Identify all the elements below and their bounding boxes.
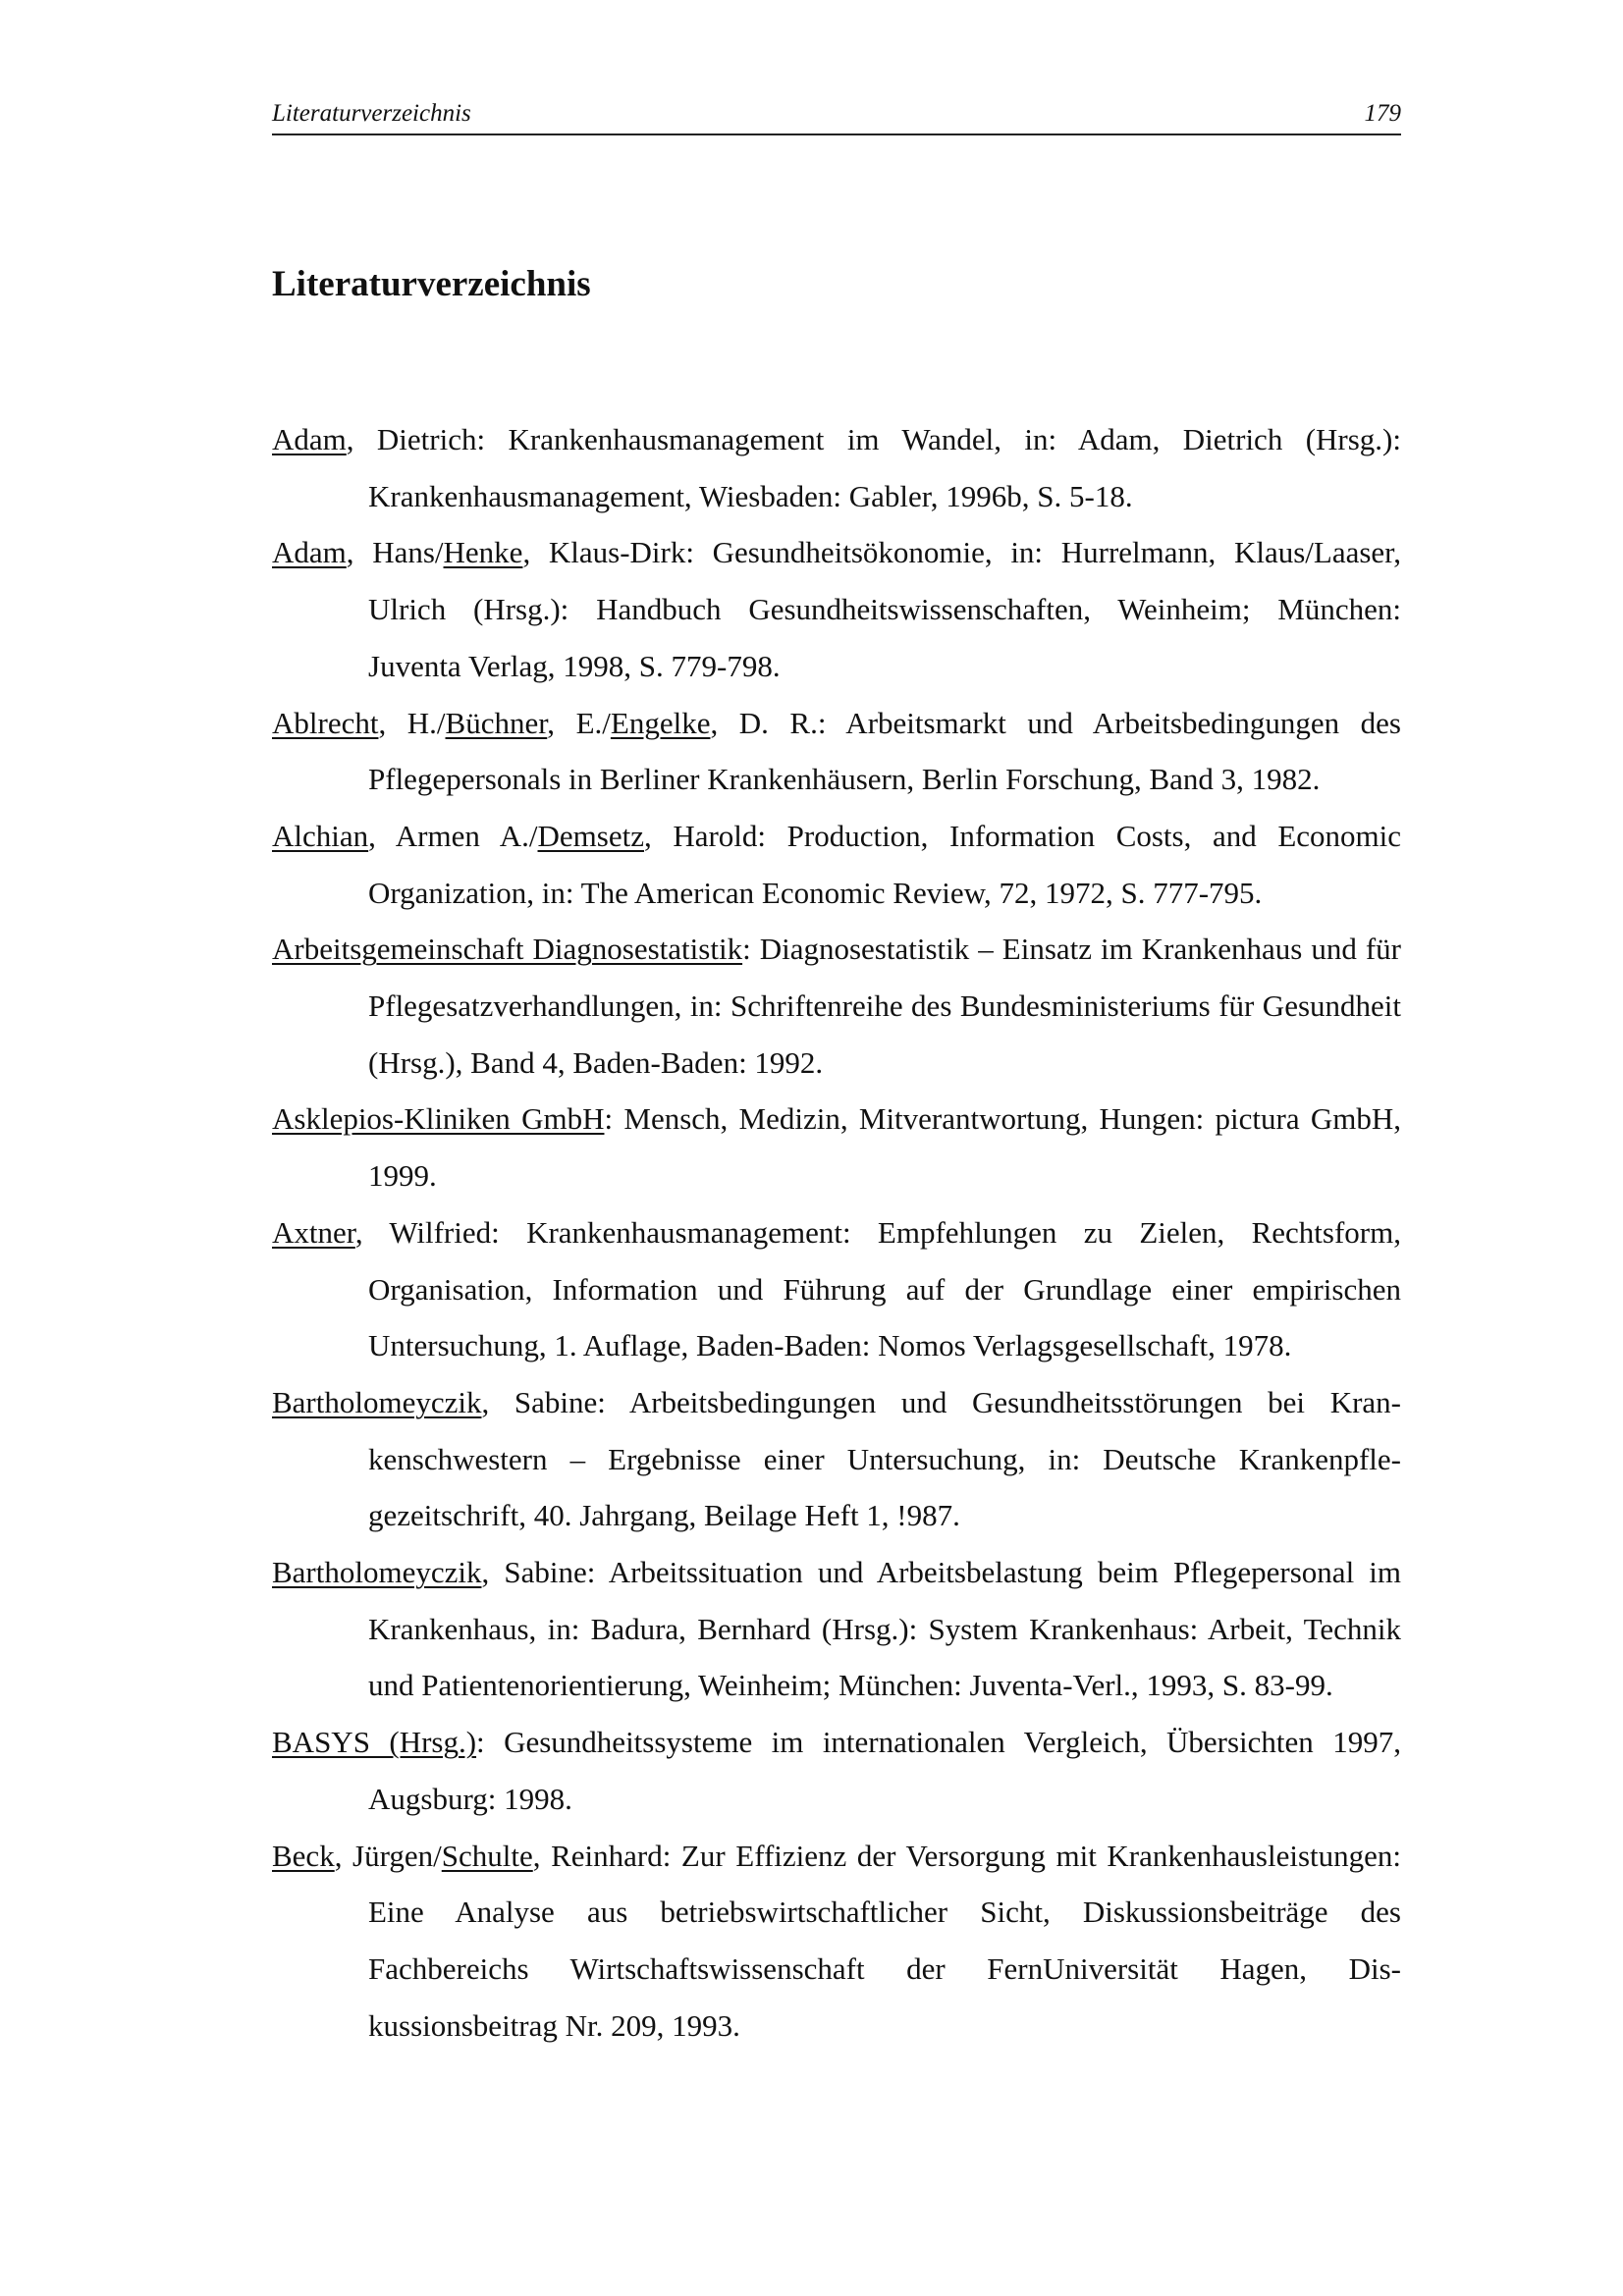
entry-text: , Jürgen/	[334, 1838, 442, 1873]
entry-text: , Sabine: Arbeitssituation und Arbeitsbelastung beim Pflegepersonal im Krankenhaus, in: Badura, Bernhard (Hrsg.): System Krankenhaus: Arbeit, Technik und Patientenorientierung, Weinheim; München: Juventa-Verl., 1993, S. 83-99.	[368, 1555, 1401, 1703]
running-header	[272, 96, 1401, 135]
bibliography-entry	[272, 1544, 1401, 1714]
author-link[interactable]: Adam	[272, 422, 347, 456]
author-link[interactable]: Bartholomeyczik	[272, 1384, 482, 1419]
author-link[interactable]: Arbeitsgemeinschaft Diagnosestatistik	[272, 932, 743, 967]
author-link[interactable]: Demsetz	[537, 818, 644, 853]
author-link[interactable]: Adam	[272, 535, 347, 570]
author-link[interactable]: Asklepios-Kliniken GmbH	[272, 1101, 605, 1137]
entry-text: , Sabine: Arbeitsbedingungen und Gesundheitsstörungen bei Krankenschwestern – Ergebnisse einer Untersuchung, in: Deutsche Krankenpflegezeitschrift, 40. Jahrgang, Beilage Heft 1, !987.	[368, 1384, 1401, 1533]
author-link[interactable]: Alchian	[272, 818, 369, 853]
bibliography-entry	[272, 808, 1401, 921]
entry-text: , Reinhard: Zur Effizienz der Versorgung mit Krankenhausleistungen: Eine Analyse aus betriebswirtschaftlicher Sicht, Diskussionsbeiträge des Fachbereichs Wirtschaftswissenschaft der FernUniversität Hagen, Diskussionsbeitrag Nr. 209, 1993.	[368, 1838, 1401, 2043]
author-link[interactable]: BASYS (Hrsg.)	[272, 1725, 477, 1760]
page-number: 179	[1364, 100, 1401, 127]
running-title: Literaturverzeichnis	[272, 100, 471, 127]
entry-text: , Hans/	[346, 535, 444, 570]
entry-text: , E./	[547, 705, 611, 740]
entry-text: , D. R.: Arbeitsmarkt und Arbeitsbedingungen des Pflegepersonals in Berliner Krankenhäusern, Berlin Forschung, Band 3, 1982.	[368, 705, 1401, 797]
author-link[interactable]: Engelke	[610, 705, 711, 740]
entry-text: , Wilfried: Krankenhausmanagement: Empfehlungen zu Zielen, Rechtsform, Organisation, Information und Führung auf der Grundlage einer empirischen Untersuchung, 1. Auflage, Baden-Baden: Nomos Verlagsgesellschaft, 1978.	[354, 1214, 1401, 1363]
entry-text: , Armen A./	[368, 818, 538, 853]
entry-text: : Diagnosestatistik – Einsatz im Krankenhaus und für Pflegesatzverhandlungen, in: Schriftenreihe des Bundesministeriums für Gesundheit (Hrsg.), Band 4, Baden-Baden: 1992.	[368, 932, 1401, 1080]
page-title: Literaturverzeichnis	[272, 264, 591, 304]
entry-text: , H./	[378, 705, 446, 740]
bibliography-entry	[272, 1204, 1401, 1374]
bibliography-list	[272, 411, 1401, 2054]
bibliography-entry	[272, 695, 1401, 808]
bibliography-entry	[272, 1714, 1401, 1827]
author-link[interactable]: Büchner	[445, 705, 548, 740]
bibliography-entry	[272, 1374, 1401, 1544]
author-link[interactable]: Schulte	[441, 1838, 533, 1873]
bibliography-entry	[272, 524, 1401, 694]
entry-text: , Harold: Production, Information Costs, and Economic Organization, in: The American Economic Review, 72, 1972, S. 777-795.	[368, 818, 1402, 910]
entry-text: : Gesundheitssysteme im internationalen Vergleich, Übersichten 1997, Augsburg: 1998.	[368, 1725, 1401, 1816]
bibliography-entry	[272, 1828, 1401, 2055]
author-link[interactable]: Axtner	[272, 1214, 355, 1250]
bibliography-entry	[272, 1091, 1401, 1203]
entry-text: , Klaus-Dirk: Gesundheitsökonomie, in: Hurrelmann, Klaus/Laaser, Ulrich (Hrsg.): Handbuch Gesundheitswissenschaften, Weinheim; München: Juventa Verlag, 1998, S. 779-798.	[368, 535, 1401, 683]
author-link[interactable]: Bartholomeyczik	[272, 1555, 482, 1590]
entry-text: : Mensch, Medizin, Mitverantwortung, Hungen: pictura GmbH, 1999.	[368, 1101, 1401, 1194]
author-link[interactable]: Beck	[272, 1838, 335, 1873]
author-link[interactable]: Ablrecht	[272, 705, 379, 740]
bibliography-entry	[272, 921, 1401, 1091]
bibliography-entry	[272, 411, 1401, 524]
author-link[interactable]: Henke	[443, 535, 523, 570]
entry-text: , Dietrich: Krankenhausmanagement im Wandel, in: Adam, Dietrich (Hrsg.): Krankenhausmanagement, Wiesbaden: Gabler, 1996b, S. 5-18.	[346, 422, 1401, 513]
